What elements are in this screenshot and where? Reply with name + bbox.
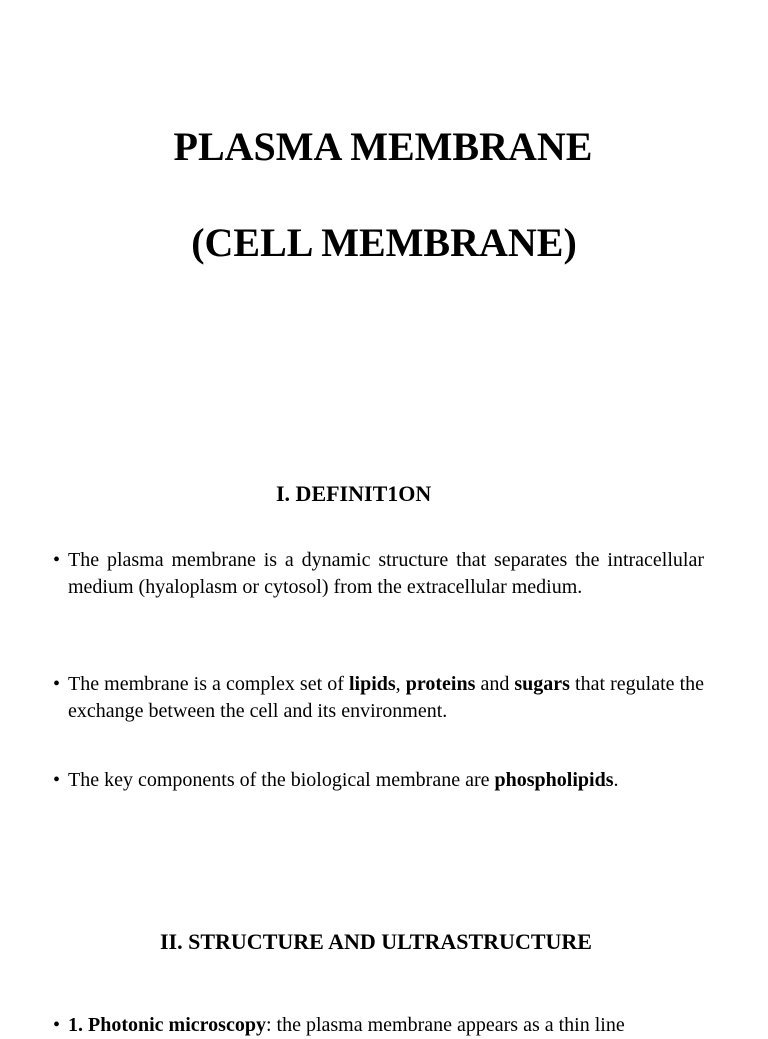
bullet-text: The plasma membrane is a dynamic structure that separates the intracellular medium (hyaloplasm or cytosol) from the extracellular medium. — [68, 549, 704, 598]
bullet-marker: • — [53, 769, 61, 791]
bullet-text: The key components of the biological membrane are phospholipids. — [68, 769, 619, 791]
bullet-marker: • — [53, 549, 61, 571]
document-title: PLASMA MEMBRANE — [173, 124, 593, 169]
definition-bullet-3 — [53, 767, 704, 794]
document-subtitle: (CELL MEMBRANE) — [191, 220, 577, 265]
definition-bullet-1 — [53, 547, 704, 601]
bullet-marker: • — [53, 1014, 61, 1036]
bullet-text: 1. Photonic microscopy: the plasma membrane appears as a thin line — [68, 1014, 625, 1036]
section-heading-definition: I. DEFINIT1ON — [276, 481, 432, 506]
term-photonic-microscopy: 1. Photonic microscopy — [68, 1014, 266, 1036]
structure-bullet-1 — [53, 1012, 704, 1039]
term-lipids: lipids — [348, 673, 396, 695]
term-proteins: proteins — [405, 673, 476, 695]
bullet-marker: • — [53, 673, 61, 695]
bullet-text: The membrane is a complex set of lipids, proteins and sugars that regulate the exchange between the cell and its environment. — [68, 673, 705, 722]
section-heading-structure: II. STRUCTURE AND ULTRASTRUCTURE — [160, 929, 592, 954]
term-phospholipids: phospholipids — [494, 769, 614, 791]
term-sugars: sugars — [514, 673, 570, 695]
definition-bullet-2 — [53, 671, 704, 725]
